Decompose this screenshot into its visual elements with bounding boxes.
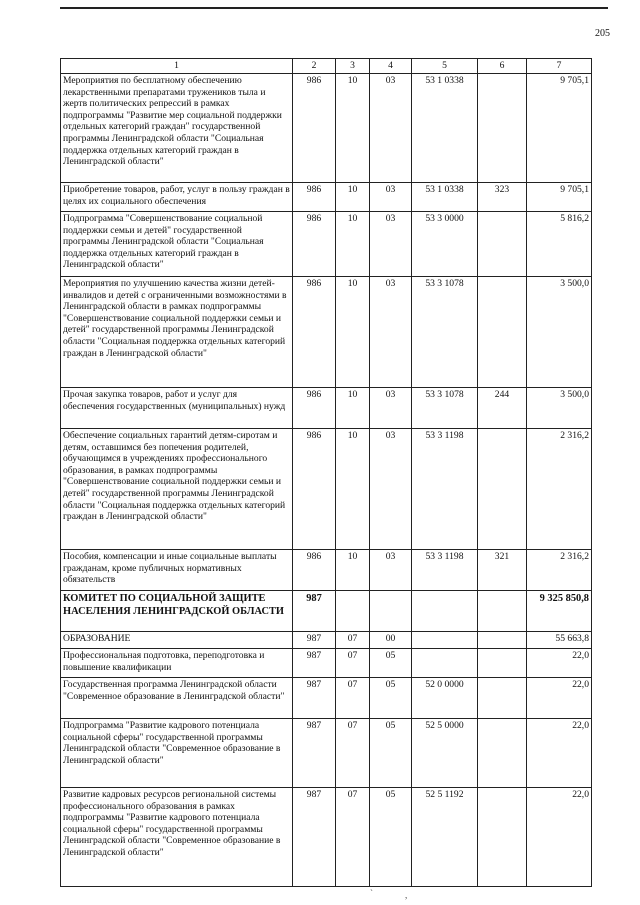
header-cell: 3 — [336, 59, 370, 74]
table-row — [61, 277, 592, 388]
target-code: 53 3 1198 — [412, 429, 478, 550]
subsection-code: 05 — [370, 649, 412, 678]
target-code: 53 3 1198 — [412, 550, 478, 591]
ministry-code: 987 — [293, 678, 336, 719]
table-row — [61, 212, 592, 277]
target-code — [412, 632, 478, 649]
target-code: 52 5 0000 — [412, 719, 478, 788]
amount: 5 816,2 — [527, 212, 592, 277]
row-name: Подпрограмма "Развитие кадрового потенциала социальной сферы" государственной программы Ленинградской области "Современное образование в Ленинградской области" — [61, 719, 293, 788]
amount: 22,0 — [527, 719, 592, 788]
target-code: 53 3 1078 — [412, 388, 478, 429]
table-row — [61, 678, 592, 719]
expense-code: 244 — [478, 388, 527, 429]
section-code: 07 — [336, 719, 370, 788]
section-code: 10 — [336, 388, 370, 429]
budget-table-body — [61, 59, 592, 887]
section-code: 10 — [336, 74, 370, 183]
header-row — [61, 59, 592, 74]
amount: 3 500,0 — [527, 388, 592, 429]
expense-code — [478, 429, 527, 550]
header-cell: 1 — [61, 59, 293, 74]
expense-code: 323 — [478, 183, 527, 212]
table-row — [61, 550, 592, 591]
subsection-code: 03 — [370, 429, 412, 550]
ministry-code: 987 — [293, 719, 336, 788]
table-row — [61, 632, 592, 649]
row-name: Профессиональная подготовка, переподготовка и повышение квалификации — [61, 649, 293, 678]
ministry-code: 986 — [293, 183, 336, 212]
subsection-code: 03 — [370, 277, 412, 388]
scan-speck: ` — [370, 888, 373, 898]
target-code: 53 3 0000 — [412, 212, 478, 277]
budget-table — [60, 58, 592, 887]
subsection-code: 03 — [370, 388, 412, 429]
ministry-code: 986 — [293, 74, 336, 183]
amount: 2 316,2 — [527, 429, 592, 550]
subsection-code: 03 — [370, 183, 412, 212]
subsection-code: 05 — [370, 788, 412, 887]
target-code — [412, 591, 478, 632]
header-cell: 6 — [478, 59, 527, 74]
subsection-code: 03 — [370, 212, 412, 277]
target-code — [412, 649, 478, 678]
scan-speck: , — [405, 890, 408, 900]
section-code: 10 — [336, 550, 370, 591]
section-code: 10 — [336, 277, 370, 388]
table-row — [61, 74, 592, 183]
section-code — [336, 591, 370, 632]
top-rule — [60, 7, 608, 9]
expense-code — [478, 74, 527, 183]
row-name: Прочая закупка товаров, работ и услуг для обеспечения государственных (муниципальных) нужд — [61, 388, 293, 429]
expense-code: 321 — [478, 550, 527, 591]
subsection-code: 05 — [370, 678, 412, 719]
header-cell: 7 — [527, 59, 592, 74]
ministry-code: 987 — [293, 591, 336, 632]
expense-code — [478, 277, 527, 388]
target-code: 53 3 1078 — [412, 277, 478, 388]
subsection-code: 03 — [370, 550, 412, 591]
expense-code — [478, 719, 527, 788]
section-code: 07 — [336, 678, 370, 719]
section-code: 07 — [336, 632, 370, 649]
amount: 22,0 — [527, 788, 592, 887]
table-row — [61, 788, 592, 887]
ministry-code: 987 — [293, 788, 336, 887]
expense-code — [478, 212, 527, 277]
page-number: 205 — [595, 28, 610, 39]
amount: 22,0 — [527, 678, 592, 719]
row-name: Мероприятия по бесплатному обеспечению лекарственными препаратами тружеников тыла и жертв политических репрессий в рамках подпрограммы "Развитие мер социальной поддержки отдельных категорий граждан" государственной программы Ленинградской области "Социальная поддержка отдельных категорий граждан в Ленинградской области" — [61, 74, 293, 183]
section-code: 10 — [336, 429, 370, 550]
subsection-code: 00 — [370, 632, 412, 649]
expense-code — [478, 649, 527, 678]
section-code: 07 — [336, 788, 370, 887]
row-name: КОМИТЕТ ПО СОЦИАЛЬНОЙ ЗАЩИТЕ НАСЕЛЕНИЯ ЛЕНИНГРАДСКОЙ ОБЛАСТИ — [61, 591, 293, 632]
header-cell: 2 — [293, 59, 336, 74]
table-row — [61, 388, 592, 429]
amount: 22,0 — [527, 649, 592, 678]
target-code: 53 1 0338 — [412, 183, 478, 212]
header-cell: 5 — [412, 59, 478, 74]
target-code: 52 5 1192 — [412, 788, 478, 887]
section-code: 07 — [336, 649, 370, 678]
target-code: 52 0 0000 — [412, 678, 478, 719]
table-row — [61, 429, 592, 550]
ministry-code: 986 — [293, 277, 336, 388]
table-row — [61, 649, 592, 678]
amount: 9 705,1 — [527, 183, 592, 212]
subsection-code: 03 — [370, 74, 412, 183]
expense-code — [478, 591, 527, 632]
ministry-code: 987 — [293, 632, 336, 649]
ministry-code: 986 — [293, 212, 336, 277]
ministry-code: 986 — [293, 429, 336, 550]
row-name: Развитие кадровых ресурсов региональной системы профессионального образования в рамках подпрограммы "Развитие кадрового потенциала социальной сферы" государственной программы Ленинградской области "Современное образование в Ленинградской области" — [61, 788, 293, 887]
header-cell: 4 — [370, 59, 412, 74]
amount: 9 705,1 — [527, 74, 592, 183]
amount: 3 500,0 — [527, 277, 592, 388]
ministry-code: 986 — [293, 550, 336, 591]
row-name: Пособия, компенсации и иные социальные выплаты гражданам, кроме публичных нормативных обязательств — [61, 550, 293, 591]
amount: 55 663,8 — [527, 632, 592, 649]
ministry-code: 986 — [293, 388, 336, 429]
row-name: Приобретение товаров, работ, услуг в пользу граждан в целях их социального обеспечения — [61, 183, 293, 212]
table-row — [61, 591, 592, 632]
row-name: Подпрограмма "Совершенствование социальной поддержки семьи и детей" государственной программы Ленинградской области "Социальная поддержка отдельных категорий граждан в Ленинградской области" — [61, 212, 293, 277]
expense-code — [478, 678, 527, 719]
table-row — [61, 719, 592, 788]
row-name: ОБРАЗОВАНИЕ — [61, 632, 293, 649]
row-name: Государственная программа Ленинградской области "Современное образование в Ленинградской области" — [61, 678, 293, 719]
row-name: Мероприятия по улучшению качества жизни детей-инвалидов и детей с ограниченными возможностями в Ленинградской области в рамках подпрограммы "Совершенствование социальной поддержки семьи и детей" государственной программы Ленинградской области "Социальная поддержка отдельных категорий граждан в Ленинградской области" — [61, 277, 293, 388]
target-code: 53 1 0338 — [412, 74, 478, 183]
amount: 2 316,2 — [527, 550, 592, 591]
subsection-code — [370, 591, 412, 632]
amount: 9 325 850,8 — [527, 591, 592, 632]
ministry-code: 987 — [293, 649, 336, 678]
table-row — [61, 183, 592, 212]
subsection-code: 05 — [370, 719, 412, 788]
expense-code — [478, 632, 527, 649]
section-code: 10 — [336, 183, 370, 212]
section-code: 10 — [336, 212, 370, 277]
expense-code — [478, 788, 527, 887]
row-name: Обеспечение социальных гарантий детям-сиротам и детям, оставшимся без попечения родителей, обучающимся в учреждениях профессионального образования, в рамках подпрограммы "Совершенствование социальной поддержки семьи и детей" государственной программы Ленинградской области "Социальная поддержка отдельных категорий граждан в Ленинградской области" — [61, 429, 293, 550]
